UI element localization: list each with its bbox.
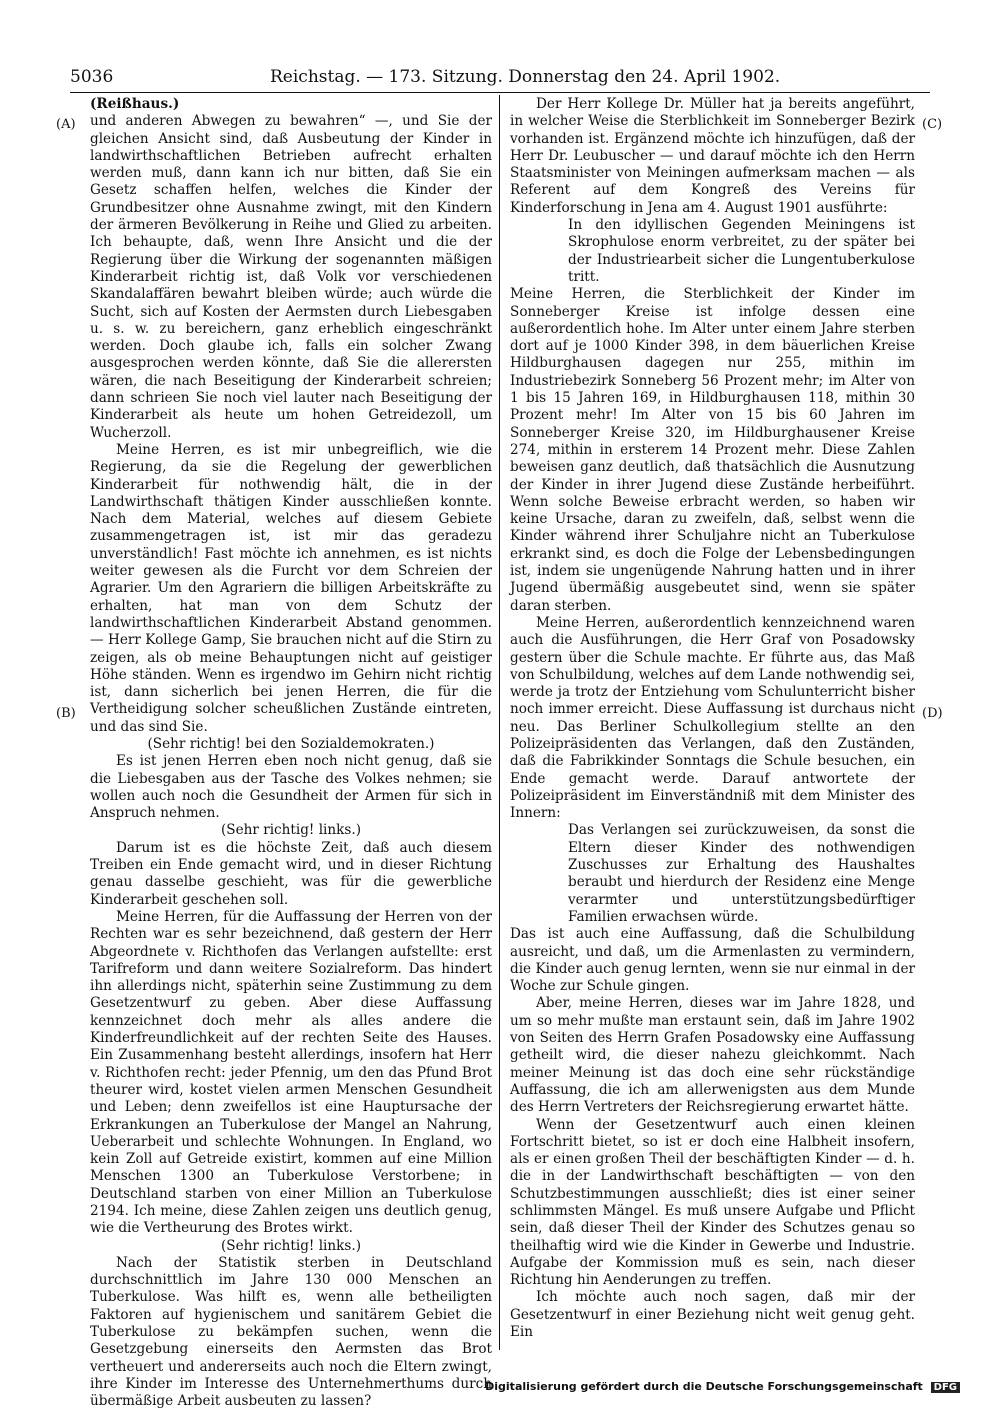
column-divider [499, 95, 500, 1350]
dfg-logo: DFG [931, 1382, 960, 1393]
paragraph: Wenn der Gesetzentwurf auch einen kleinen Fortschritt bietet, so ist er doch eine Halbheit insofern, als er einen großen Theil der beschäftigten Kinder — d. h. die in der Landwirthschaft beschäftigten — von den Schutzbestimmungen ausschließt; dies ist einer seiner schlimmsten Mängel. Es muß unsere Aufgabe und Pflicht sein, daß dieser Theil der Kinder des Schutzes genau so theilhaftig wird wie die Kinder in Gewerbe und Industrie. Aufgabe der Kommission muß es sein, nach dieser Richtung hin Aenderungen zu treffen. [510, 1116, 915, 1289]
paragraph: Aber, meine Herren, dieses war im Jahre 1828, und um so mehr mußte man erstaunt sein, daß im Jahre 1902 von Seiten des Herrn Grafen Posadowsky eine Auffassung getheilt wird, die dieser nahezu gleichkommt. Nach meiner Meinung ist das doch eine sehr rückständige Auffassung, die ich am allerwenigsten aus dem Munde des Herrn Vertreters der Reichsregierung erwartet hätte. [510, 995, 915, 1116]
right-column [510, 96, 915, 1341]
margin-letter-a: (A) [56, 117, 76, 132]
quotation: In den idyllischen Gegenden Meiningens ist Skrophulose enorm verbreitet, zu der später bei der Industriearbeit sicher die Lungentuberkulose tritt. [568, 217, 915, 285]
quotation: Das Verlangen sei zurückzuweisen, da sonst die Eltern dieser Kinder des nothwendigen Zuschusses zur Erhaltung des Haushaltes beraubt und hierdurch der Residenz eine Menge verarmter und unterstützungsbedürftiger Familien erwachsen würde. [568, 822, 915, 925]
interjection: (Sehr richtig! links.) [220, 1237, 362, 1254]
footer [485, 1380, 960, 1393]
running-head: (Reißhaus.) [90, 96, 180, 112]
left-column [90, 96, 492, 1411]
paragraph: Das ist auch eine Auffassung, daß die Schulbildung ausreicht, und daß, um die Armenlasten zu vermindern, die Kinder auch genug lernten, wenn sie nur einmal in der Woche zur Schule gingen. [510, 926, 915, 995]
header-rule [70, 92, 930, 93]
paragraph: Darum ist es die höchste Zeit, daß auch diesem Treiben ein Ende gemacht wird, und in dieser Richtung genau dasselbe geschieht, was für die gewerbliche Kinderarbeit geschehen soll. [90, 839, 492, 908]
paragraph: Meine Herren, die Sterblichkeit der Kinder im Sonneberger Kreise ist infolge dessen eine außerordentlich hohe. Im Alter unter einem Jahre sterben dort auf je 1000 Kinder 398, in dem bäuerlichen Kreise Hildburghausen dagegen nur 255, mithin im Industriebezirk Sonneberg 56 Prozent mehr; im Alter von 1 bis 15 Jahren 169, in Hildburghausen 118, mithin 30 Prozent mehr! Im Alter von 15 bis 60 Jahren im Sonneberger Kreise 320, im Hildburghausener Kreise 274, mithin in ersterem 14 Prozent mehr. Diese Zahlen beweisen ganz deutlich, daß thatsächlich die Ausnutzung der Kinder in ihrer Jugend diese Zustände herbeiführt. Wenn solche Beweise erbracht werden, so haben wir keine Ursache, daran zu zweifeln, daß, selbst wenn die Kinder während ihrer Schuljahre nicht an Tuberkulose erkrankt sind, es doch die Folge der Lebensbedingungen ist, indem sie ungenügende Nahrung hatten und in ihrer Jugend übermäßig ausgebeutet sind, wenn sie später daran sterben. [510, 286, 915, 614]
paragraph: Meine Herren, außerordentlich kennzeichnend waren auch die Ausführungen, die Herr Graf von Posadowsky gestern über die Schule machte. Er führte aus, das Maß von Schulbildung, welches auf dem Lande nothwendig sei, werde ja trotz der Entziehung vom Schulunterricht bisher noch immer erreicht. Diese Auffassung ist durchaus nicht neu. Das Berliner Schulkollegium stellte an den Polizeipräsidenten das Verlangen, daß den Zuständen, daß die Fabrikkinder Sonntags die Schule besuchen, ein Ende gemacht werde. Darauf antwortete der Polizeipräsident im Einverständniß mit dem Minister des Innern: [510, 614, 915, 822]
paragraph: Meine Herren, für die Auffassung der Herren von der Rechten war es sehr bezeichnend, daß gestern der Herr Abgeordnete v. Richthofen das Verlangen aufstellte: erst Tarifreform und dann weitere Sozialreform. Das hindert ihn allerdings nicht, späterhin seine Zustimmung zu dem Gesetzentwurf zu geben. Aber diese Auffassung kennzeichnet doch mehr als alles andere die Kinderfreundlichkeit auf der rechten Seite des Hauses. Ein Zusammenhang besteht allerdings, insofern hat Herr v. Richthofen recht: jeder Pfennig, um den das Pfund Brot theurer wird, kostet vielen armen Menschen Gesundheit und Leben; denn zweifellos ist eine Hauptursache der Erkrankungen an Tuberkulose der Mangel an Nahrung, Ueberarbeit und schlechte Wohnungen. In England, wo kein Zoll auf Getreide existirt, kommen auf eine Million Menschen 1300 an Tuberkulose Verstorbene; in Deutschland starben von einer Million an Tuberkulose 2194. Ich meine, diese Zahlen zeigen uns deutlich genug, wie die Vertheurung des Brotes wirkt. [90, 908, 492, 1237]
footer-text: Digitalisierung gefördert durch die Deutsche Forschungsgemeinschaft [485, 1380, 923, 1393]
interjection: (Sehr richtig! links.) [220, 822, 362, 839]
paragraph: Es ist jenen Herren eben noch nicht genug, daß sie die Liebesgaben aus der Tasche des Volkes nehmen; sie wollen auch noch die Gesundheit der Armen für sich in Anspruch nehmen. [90, 753, 492, 822]
paragraph: und anderen Abwegen zu bewahren“ —, und Sie der gleichen Ansicht sind, daß Ausbeutung der Kinder in landwirthschaftlichen Betrieben aufrecht erhalten werden muß, dann kann ich nur bitten, daß Sie ein Gesetz schaffen helfen, welches die Kinder der Grundbesitzer ohne Ausnahme zwingt, mit den Kindern der ärmeren Bevölkerung in Reihe und Glied zu arbeiten. Ich behaupte, daß, wenn Ihre Ansicht und die der Regierung über die Wirkung der sogenannten mäßigen Kinderarbeit richtig ist, daß Volk vor verschiedenen Skandalaffären bewahrt bleiben würde; auch würde die Sucht, sich auf Kosten der Aermsten durch Liebesgaben u. s. w. zu bereichern, ganz erheblich eingeschränkt werden. Doch glaube ich, falls ein solcher Zwang ausgesprochen werden könnte, daß Sie die allerersten wären, die nach Beseitigung der Kinderarbeit schreien; dann schrieen Sie noch viel lauter nach Beseitigung der Kinderarbeit als heute um hohen Getreidezoll, um Wucherzoll. [90, 113, 492, 441]
interjection: (Sehr richtig! bei den Sozialdemokraten.) [147, 735, 435, 752]
paragraph: Nach der Statistik sterben in Deutschland durchschnittlich im Jahre 130 000 Menschen an Tuberkulose. Was hilft es, wenn alle betheiligten Faktoren auf hygienischem und sanitärem Gebiet die Tuberkulose zu bekämpfen suchen, wenn die Gesetzgebung einerseits den Aermsten das Brot vertheuert und andererseits auch noch die Eltern zwingt, ihre Kinder im Interesse des Unternehmerthums durch übermäßige Arbeit ausbeuten zu lassen? [90, 1254, 492, 1410]
page-header [70, 67, 930, 91]
margin-letter-d: (D) [922, 706, 943, 721]
paragraph: Der Herr Kollege Dr. Müller hat ja bereits angeführt, in welcher Weise die Sterblichkeit im Sonneberger Bezirk vorhanden ist. Ergänzend möchte ich hinzufügen, daß der Herr Dr. Leubuscher — und darauf möchte ich den Herrn Staatsminister von Meiningen aufmerksam machen — als Referent auf dem Kongreß des Vereins für Kinderforschung in Jena am 4. August 1901 ausführte: [510, 96, 915, 216]
page-number: 5036 [70, 67, 114, 87]
paragraph: Ich möchte auch noch sagen, daß mir der Gesetzentwurf in einer Beziehung nicht weit genug geht. Ein [510, 1289, 915, 1341]
margin-letter-c: (C) [922, 117, 943, 132]
page-title: Reichstag. — 173. Sitzung. Donnerstag den 24. April 1902. [270, 67, 781, 87]
margin-letter-b: (B) [56, 706, 76, 721]
paragraph: Meine Herren, es ist mir unbegreiflich, wie die Regierung, da sie die Regelung der gewerblichen Kinderarbeit für nothwendig hält, die in der Landwirthschaft thätigen Kinder ausschließen konnte. Nach dem Material, welches auf diesem Gebiete zusammengetragen ist, ist mir das geradezu unverständlich! Fast möchte ich annehmen, es ist nichts weiter gewesen als die Furcht vor dem Schreien der Agrarier. Um den Agrariern die billigen Arbeitskräfte zu erhalten, hat man von dem Schutz der landwirthschaftlichen Kinderarbeit Abstand genommen. — Herr Kollege Gamp, Sie brauchen nicht auf die Stirn zu zeigen, als ob meine Behauptungen nicht auf geistiger Höhe ständen. Wenn es irgendwo im Gehirn nicht richtig ist, dann sicherlich bei jenen Herren, die für die Vertheidigung solcher scheußlichen Zustände eintreten, und das sind Sie. [90, 441, 492, 735]
